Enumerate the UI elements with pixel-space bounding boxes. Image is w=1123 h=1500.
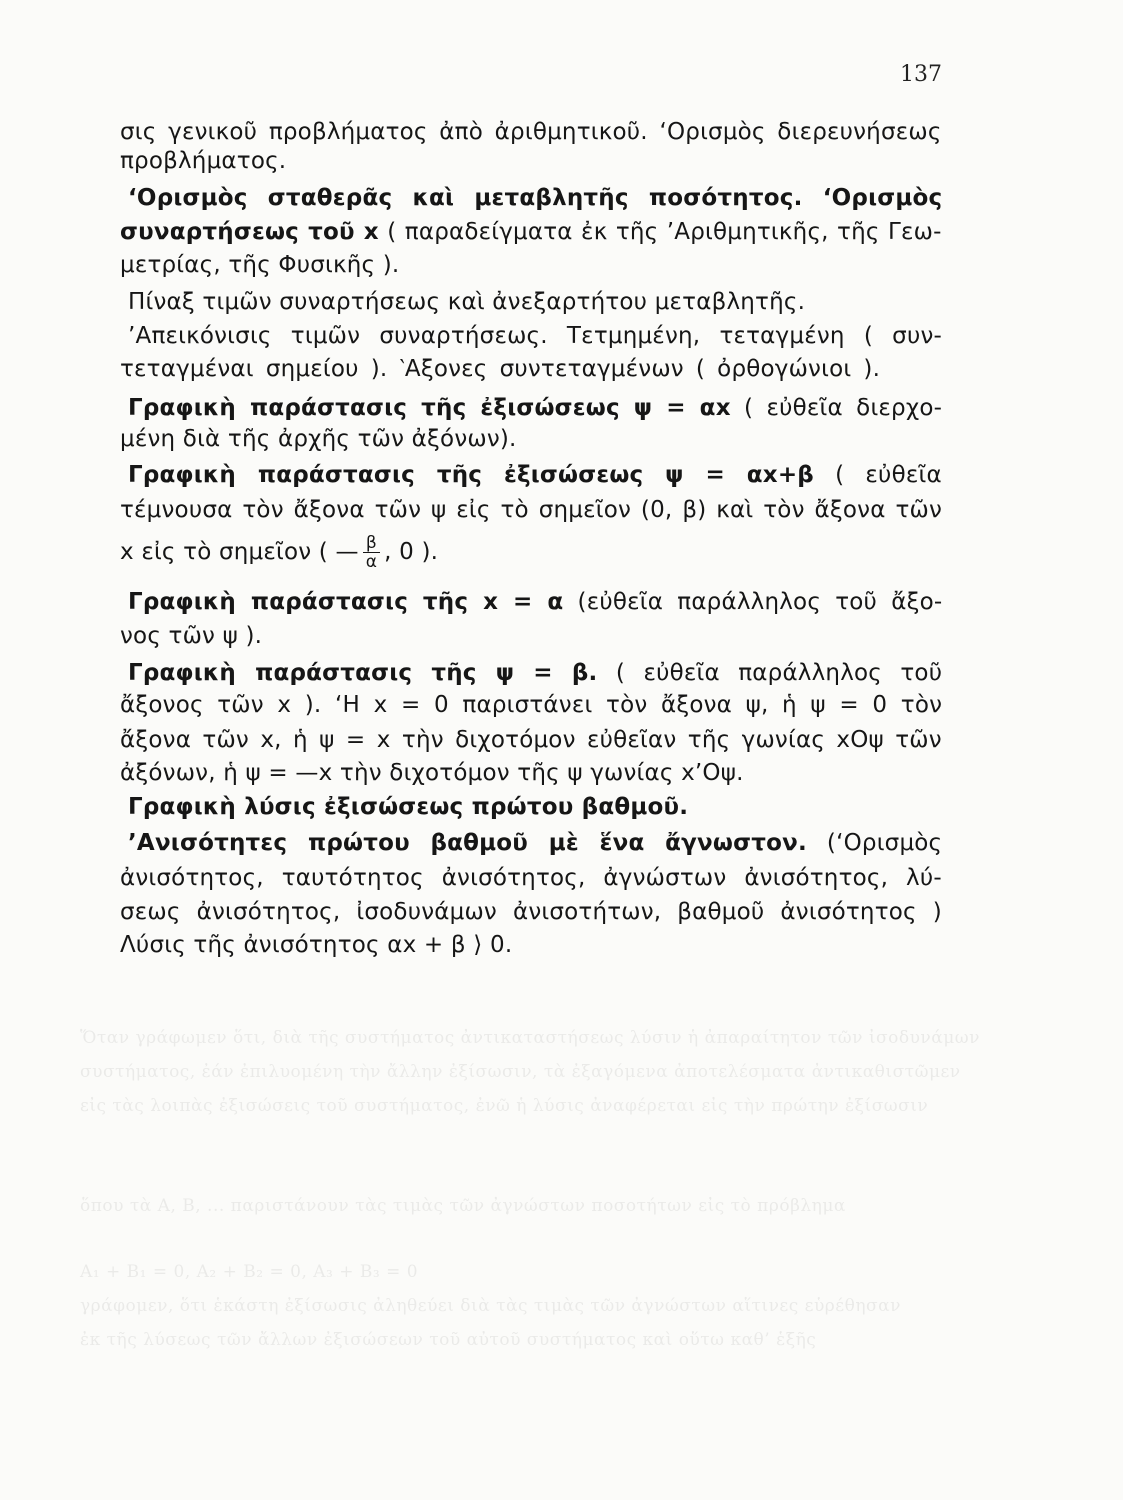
bold-heading-text: ‘Ορισμὸς σταθερᾶς καὶ μεταβλητῆς ποσότητος. ‘Ορισμὸς <box>128 185 943 211</box>
text-line <box>128 460 942 490</box>
text-line <box>120 863 942 893</box>
text-line <box>120 897 942 927</box>
body-text: τέμνουσα τὸν ἄξονα τῶν ψ εἰς τὸ σημεῖον (0, β) καὶ τὸν ἄξονα τῶν <box>120 497 943 523</box>
body-text: x εἰς τὸ σημεῖον ( — <box>120 539 359 565</box>
fraction-denominator: α <box>365 552 378 572</box>
text-line <box>120 354 880 384</box>
body-text: μετρίας, τῆς Φυσικῆς ). <box>120 252 400 278</box>
body-text: ( εὐθεῖα <box>813 462 942 488</box>
text-line <box>120 146 286 176</box>
bold-heading-text: Γραφικὴ παράστασις τῆς ψ = β. <box>128 660 598 686</box>
fraction <box>363 534 380 571</box>
bleed-through-text: εἰς τὰς λοιπὰς ἐξισώσεις τοῦ συστήματος, ἐνῶ ἡ λύσις ἀναφέρεται εἰς τὴν πρώτην ἐξίσωσιν <box>80 1096 929 1116</box>
body-text: (εὐθεῖα παράλληλος τοῦ ἄξο- <box>563 589 943 615</box>
bold-heading-text: Γραφικὴ παράστασις τῆς ἐξισώσεως ψ = αx <box>128 395 731 421</box>
bold-heading-text: ’Ανισότητες πρώτου βαθμοῦ μὲ ἕνα ἄγνωστον. <box>128 830 807 856</box>
body-text: ἄξονος τῶν x ). ‘Η x = 0 παριστάνει τὸν ἄξονα ψ, ἡ ψ = 0 τὸν <box>120 692 943 718</box>
text-line <box>120 758 744 788</box>
text-line <box>120 424 517 454</box>
bleed-through-text: συστήματος, ἐάν ἐπιλυομένη τὴν ἄλλην ἐξίσωσιν, τὰ ἐξαγόμενα ἀποτελέσματα ἀντικαθιστῶμεν <box>80 1062 961 1082</box>
body-text: σις γενικοῦ προβλήματος ἀπὸ ἀριθμητικοῦ. ‘Ορισμὸς διερευνήσεως <box>120 119 942 145</box>
body-text: Πίναξ τιμῶν συναρτήσεως καὶ ἀνεξαρτήτου μεταβλητῆς. <box>128 289 806 315</box>
bleed-through-text: Ὅταν γράφωμεν ὅτι, διὰ τῆς συστήματος ἀντικαταστήσεως λύσιν ἡ ἀπαραίτητον τῶν ἰσοδυνάμων <box>80 1028 980 1048</box>
text-line <box>120 495 942 525</box>
body-text: (‘Ορισμὸς <box>806 830 943 856</box>
body-text: ἀξόνων, ἡ ψ = —x τὴν διχοτόμον τῆς ψ γωνίας x’Oψ. <box>120 760 744 786</box>
bleed-through-text: Α₁ + Β₁ = 0, Α₂ + Β₂ = 0, Α₃ + Β₃ = 0 <box>80 1262 419 1282</box>
text-line <box>120 930 512 960</box>
bold-heading-text: Γραφικὴ λύσις ἐξισώσεως πρώτου βαθμοῦ. <box>128 794 689 820</box>
bold-heading-text: Γραφικὴ παράστασις τῆς x = α <box>128 589 564 615</box>
body-text: προβλήματος. <box>120 148 287 174</box>
body-text: μένη διὰ τῆς ἀρχῆς τῶν ἀξόνων). <box>120 426 517 452</box>
body-text: ( εὐθεῖα διερχο- <box>730 395 943 421</box>
body-text: Λύσις τῆς ἀνισότητος αx + β ⟩ 0. <box>120 932 513 958</box>
fraction-numerator: β <box>363 534 380 553</box>
text-line <box>120 725 942 755</box>
body-text: ἄξονα τῶν x, ἡ ψ = x τὴν διχοτόμον εὐθεῖαν τῆς γωνίας xOψ τῶν <box>120 727 942 753</box>
bold-heading-text: συναρτήσεως τοῦ x <box>120 219 379 245</box>
text-line <box>120 621 262 651</box>
bleed-through-text: γράφομεν, ὅτι ἑκάστη ἐξίσωσις ἀληθεύει διὰ τὰς τιμὰς τῶν ἀγνώστων αἵτινες εὑρέθησαν <box>80 1296 901 1316</box>
body-text: νος τῶν ψ ). <box>120 623 263 649</box>
text-line <box>120 117 942 147</box>
bold-heading-text: Γραφικὴ παράστασις τῆς ἐξισώσεως ψ = αx+β <box>128 462 814 488</box>
text-line <box>120 217 942 247</box>
text-line <box>128 183 942 213</box>
body-text: τεταγμέναι σημείου ). ‵Αξονες συντεταγμένων ( ὀρθογώνιοι ). <box>120 356 881 382</box>
body-text: ἀνισότητος, ταυτότητος ἀνισότητος, ἀγνώστων ἀνισότητος, λύ- <box>120 865 942 891</box>
text-line <box>128 587 942 617</box>
text-line <box>128 321 942 351</box>
text-line <box>120 250 399 280</box>
text-line <box>120 534 438 571</box>
body-text: σεως ἀνισότητος, ἰσοδυνάμων ἀνισοτήτων, βαθμοῦ ἀνισότητος ) <box>120 899 942 925</box>
body-text: , 0 ). <box>384 539 439 565</box>
bleed-through-text: ἐκ τῆς λύσεως τῶν ἄλλων ἐξισώσεων τοῦ αὐτοῦ συστήματος καὶ οὕτω καθ’ ἑξῆς <box>80 1330 817 1350</box>
text-line <box>128 658 942 688</box>
body-text: ’Απεικόνισις τιμῶν συναρτήσεως. Τετμημένη, τεταγμένη ( συν- <box>128 323 943 349</box>
text-line <box>128 792 688 822</box>
body-text: ( παραδείγματα ἐκ τῆς ’Αριθμητικῆς, τῆς Γεω- <box>378 219 942 245</box>
text-line <box>128 287 805 317</box>
bleed-through-text: ὅπου τὰ Α, Β, ... παριστάνουν τὰς τιμὰς τῶν ἀγνώστων ποσοτήτων εἰς τὸ πρόβλημα <box>80 1196 846 1216</box>
page-number: 137 <box>900 62 942 87</box>
body-text: ( εὐθεῖα παράλληλος τοῦ <box>597 660 943 686</box>
text-line <box>128 828 942 858</box>
text-line <box>120 690 942 720</box>
text-line <box>128 393 942 423</box>
